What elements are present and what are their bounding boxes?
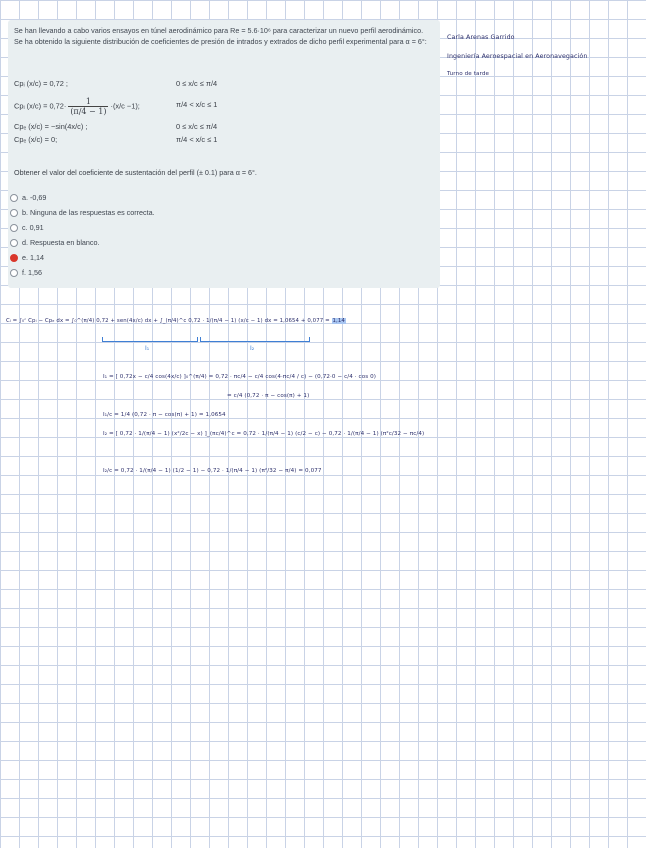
radio-icon[interactable]	[10, 269, 18, 277]
radio-icon[interactable]	[10, 194, 18, 202]
equation-2-left-b: ·(x/c −1);	[110, 101, 140, 111]
option-f[interactable]	[10, 268, 42, 277]
option-d[interactable]	[10, 238, 100, 247]
equation-1-left: Cpᵢ (x/c) = 0,72 ;	[14, 79, 68, 88]
bracket-i2	[200, 337, 310, 342]
option-c[interactable]	[10, 223, 44, 232]
work-line-3: = c/4 (0,72 · π − cos(π) + 1)	[227, 393, 310, 399]
option-b-label: b. Ninguna de las respuestas es correcta.	[22, 208, 155, 217]
label-i1: I₁	[145, 345, 150, 352]
equation-3-right: 0 ≤ x/c ≤ π/4	[176, 122, 218, 131]
equation-2-fraction	[68, 97, 108, 116]
work-line-2: I₁ = [ 0,72x − c/4 cos(4x/c) ]₀^(π/4) = 0,72 · πc/4 − c/4 cos(4·πc/4 / c) − (0,72·0 − c/4 · cos 0)	[103, 374, 377, 380]
equation-4-left: Cpₑ (x/c) = 0;	[14, 135, 58, 144]
author-shift: Turno de tarde	[447, 71, 490, 77]
equation-1-right: 0 ≤ x/c ≤ π/4	[176, 79, 218, 88]
radio-icon[interactable]	[10, 209, 18, 217]
author-degree: Ingeniería Aeroespacial en Aeronavegación	[447, 53, 588, 60]
work-line-6: I₂/c = 0,72 · 1/(π/4 − 1) (1/2 − 1) − 0,72 · 1/(π/4 − 1) (π²/32 − π/4) = 0,077	[103, 468, 322, 474]
equation-2	[14, 93, 314, 115]
work-line-5: I₂ = [ 0,72 · 1/(π/4 − 1) (x²/2c − x) ]_(πc/4)^c = 0,72 · 1/(π/4 − 1) (c/2 − c) − 0,72 · 1/(π/4 − 1) (π²c/32 − πc/4)	[103, 431, 425, 437]
option-c-label: c. 0,91	[22, 223, 44, 232]
radio-icon[interactable]	[10, 239, 18, 247]
work-result-highlight: 1,14	[332, 318, 345, 324]
option-e-label: e. 1,14	[22, 253, 44, 262]
work-line-4: I₁/c = 1/4 (0,72 · π − cos(π) + 1) = 1,0654	[103, 412, 226, 418]
author-name: Carla Arenas Garrido	[447, 34, 515, 41]
question-intro: Se han llevando a cabo varios ensayos en túnel aerodinámico para Re = 5.6·10⁶ para caracterizar un nuevo perfil aerodinámico.	[14, 26, 424, 35]
option-d-label: d. Respuesta en blanco.	[22, 238, 100, 247]
option-a[interactable]	[10, 193, 46, 202]
radio-selected-icon[interactable]	[10, 254, 18, 262]
work-line-1-text: Cₗ = ∫₀ᶜ Cpᵢ − Cpₑ dx = ∫₀^(π/4) 0,72 + sen(4x/c) dx + ∫_(π/4)^c 0,72 · 1/(π/4 − 1) (x/c − 1) dx = 1,0654 + 0,077 =	[6, 318, 330, 324]
equation-2-numerator: 1	[68, 97, 108, 107]
equation-2-right: π/4 < x/c ≤ 1	[176, 100, 218, 109]
option-f-label: f. 1,56	[22, 268, 42, 277]
equation-3-left: Cpₑ (x/c) = −sin(4x/c) ;	[14, 122, 88, 131]
equation-4-right: π/4 < x/c ≤ 1	[176, 135, 218, 144]
equation-2-left-a: Cpᵢ (x/c) = 0,72·	[14, 101, 67, 111]
work-line-1	[6, 318, 346, 324]
bracket-i1	[102, 337, 198, 342]
option-b[interactable]	[10, 208, 155, 217]
question-intro-2: Se ha obtenido la siguiente distribución de coeficientes de presión de intrados y extrados de dicho perfil experimental para α = 6°:	[14, 37, 427, 47]
radio-icon[interactable]	[10, 224, 18, 232]
question-card	[8, 20, 440, 288]
option-a-label: a. -0,69	[22, 193, 47, 202]
equation-2-denominator: (π/4 − 1)	[70, 107, 107, 116]
option-e[interactable]	[10, 253, 44, 262]
label-i2: I₂	[250, 345, 255, 352]
